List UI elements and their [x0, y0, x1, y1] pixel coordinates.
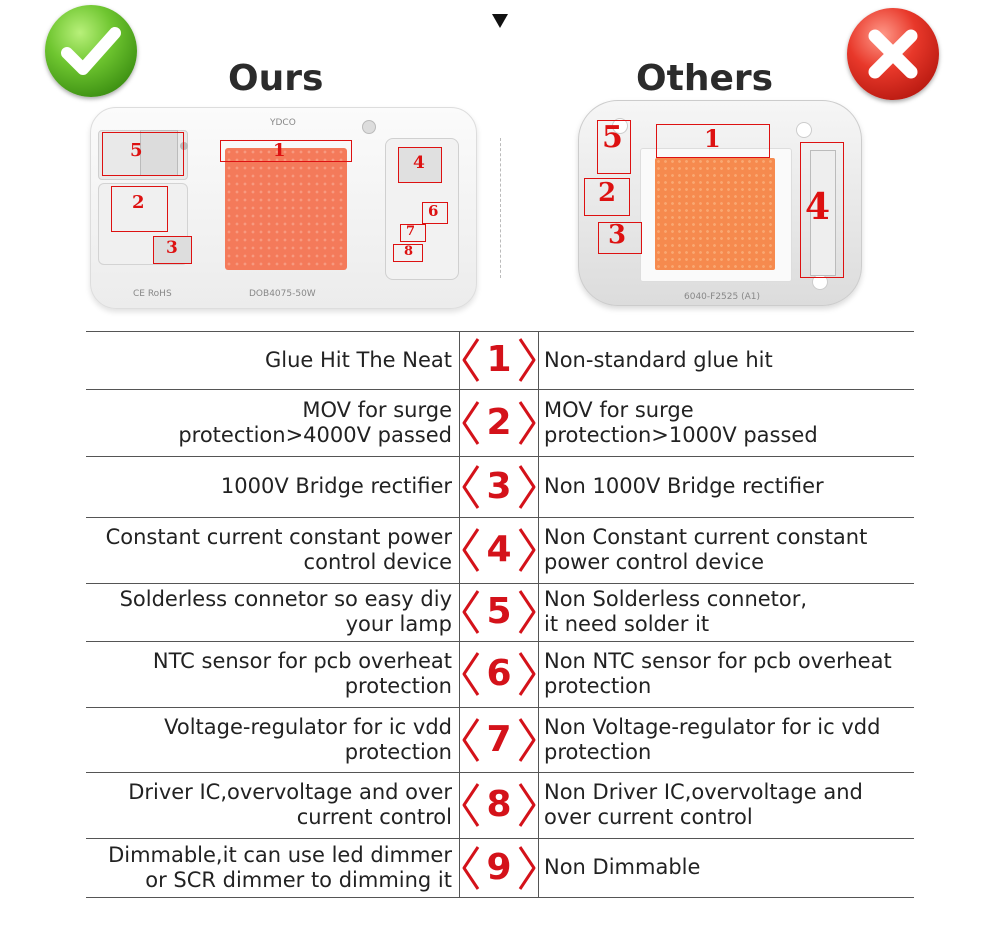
others-feature-text: Non Dimmable [544, 855, 701, 879]
row-number: 2 [486, 402, 512, 443]
ours-callout-2: 2 [132, 192, 145, 213]
cross-icon [847, 8, 939, 100]
ours-feature-text: MOV for surge protection>4000V passed [178, 398, 452, 447]
comparison-row [86, 707, 914, 772]
ours-feature-text: Solderless connetor so easy diy your lamp [119, 587, 452, 636]
others-callout-4: 4 [805, 186, 831, 228]
ours-screw-hole [362, 120, 376, 134]
ours-feature-text: Glue Hit The Neat [264, 348, 452, 372]
row-number-marker [460, 587, 538, 637]
others-callout-5: 5 [602, 120, 623, 155]
table-rule [86, 897, 914, 898]
ours-brand-print: YDCO [270, 118, 296, 128]
row-number: 7 [486, 719, 512, 760]
row-number-marker [460, 649, 538, 699]
row-number: 5 [486, 591, 512, 632]
row-number-marker [460, 715, 538, 765]
row-number: 4 [486, 529, 512, 570]
comparison-row [86, 772, 914, 838]
others-feature-text: Non-standard glue hit [544, 348, 773, 372]
ours-model-print: DOB4075-50W [249, 289, 316, 299]
others-feature-text: Non Driver IC,overvoltage and over current control [544, 780, 863, 829]
ours-callout-3: 3 [166, 238, 178, 258]
row-number-marker [460, 335, 538, 385]
comparison-row [86, 389, 914, 456]
ours-feature-text: Constant current constant power control device [105, 525, 452, 574]
ours-callout-6: 6 [428, 202, 439, 220]
ours-feature-text: Driver IC,overvoltage and over current control [128, 780, 452, 829]
row-number-marker [460, 462, 538, 512]
row-number: 1 [486, 339, 512, 380]
ours-callout-box-1 [220, 140, 352, 162]
comparison-row [86, 331, 914, 389]
ours-feature-text: NTC sensor for pcb overheat protection [152, 649, 452, 698]
ours-feature-text: Dimmable,it can use led dimmer or SCR dimmer to dimming it [108, 843, 452, 892]
center-divider [500, 138, 501, 278]
others-feature-text: Non Voltage-regulator for ic vdd protection [544, 715, 881, 764]
row-number: 9 [486, 847, 512, 888]
row-number-marker [460, 398, 538, 448]
comparison-row [86, 517, 914, 583]
check-icon [45, 5, 137, 97]
ours-callout-7: 7 [406, 224, 416, 239]
ours-feature-text: 1000V Bridge rectifier [220, 474, 452, 498]
row-number-marker [460, 780, 538, 830]
others-feature-text: MOV for surge protection>1000V passed [544, 398, 818, 447]
others-heading: Others [636, 58, 774, 99]
comparison-row [86, 641, 914, 707]
ours-callout-1: 1 [273, 140, 286, 161]
ours-feature-text: Voltage-regulator for ic vdd protection [164, 715, 452, 764]
row-number: 6 [486, 653, 512, 694]
others-callout-3: 3 [608, 220, 627, 250]
others-callout-2: 2 [598, 178, 617, 208]
ours-led-array [225, 148, 347, 270]
others-feature-text: Non 1000V Bridge rectifier [544, 474, 824, 498]
others-callout-1: 1 [704, 124, 721, 153]
others-model-print: 6040-F2525 (A1) [684, 292, 760, 302]
comparison-row [86, 456, 914, 517]
others-screw-hole [796, 122, 812, 138]
row-number: 8 [486, 784, 512, 825]
others-led-array [655, 158, 775, 270]
ours-heading: Ours [228, 58, 324, 99]
ours-ce-print: CE RoHS [133, 289, 172, 299]
ours-callout-8: 8 [404, 244, 414, 259]
others-feature-text: Non NTC sensor for pcb overheat protection [544, 649, 892, 698]
others-feature-text: Non Solderless connetor, it need solder it [544, 587, 808, 636]
ours-callout-4: 4 [413, 153, 425, 173]
row-number-marker [460, 843, 538, 893]
row-number-marker [460, 525, 538, 575]
down-triangle-icon [492, 14, 508, 28]
ours-callout-box-5 [102, 132, 184, 176]
ours-callout-5: 5 [130, 140, 143, 161]
comparison-row [86, 838, 914, 897]
others-feature-text: Non Constant current constant power control device [544, 525, 868, 574]
row-number: 3 [486, 466, 512, 507]
comparison-row [86, 583, 914, 641]
